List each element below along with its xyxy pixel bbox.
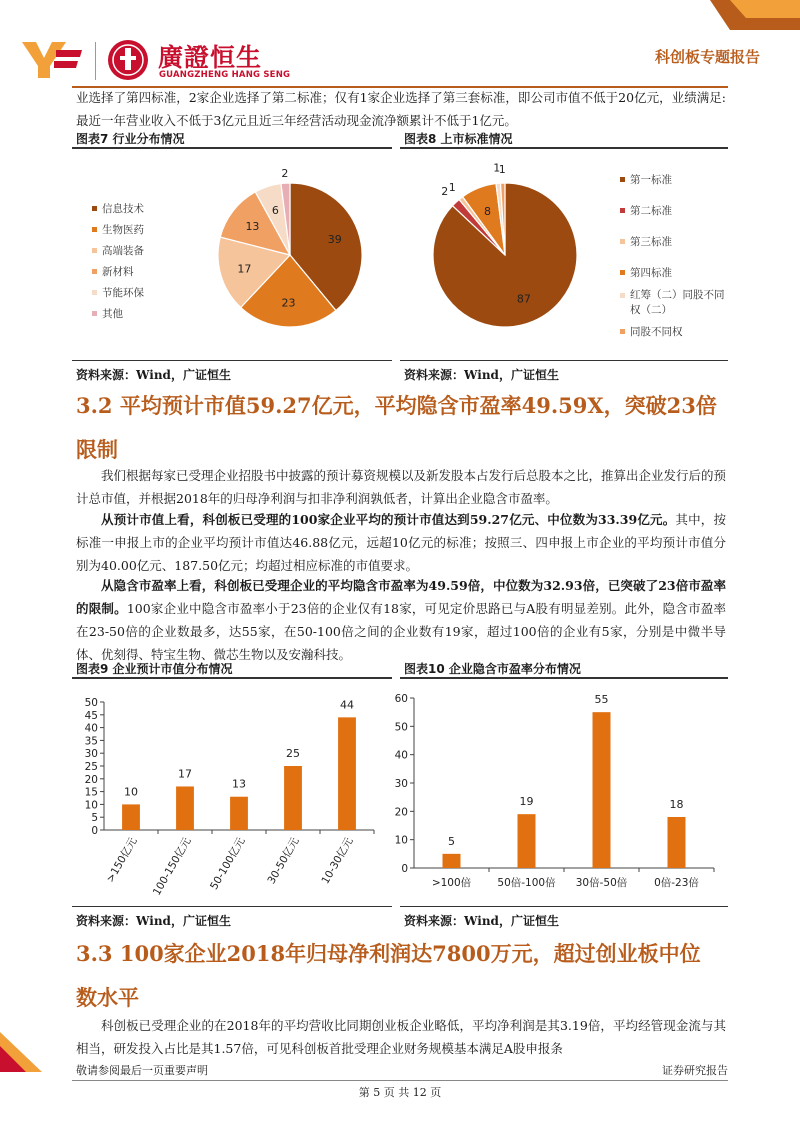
bar-data-label: 55 (594, 693, 609, 707)
fig7-bottom-rule (72, 360, 392, 361)
section-3-2-paragraph-2 (76, 508, 726, 577)
section-3-3-title-line2: 数水平 (76, 985, 139, 1010)
bar (668, 817, 686, 868)
corner-decoration-bottom-left (0, 1032, 42, 1072)
fig7-legend-item: 新材料 (92, 261, 202, 282)
legend-swatch (620, 208, 625, 213)
bar (593, 712, 611, 868)
fig7-legend-item: 高端装备 (92, 240, 202, 261)
fig9-title: 图表9 企业预计市值分布情况 (76, 662, 233, 676)
bar (284, 766, 302, 830)
y-tick-label: 5 (91, 812, 98, 825)
fig8-legend-item: 红筹（二）同股不同权（二） (620, 288, 730, 322)
bar (230, 797, 248, 830)
legend-swatch (620, 239, 625, 244)
y-tick-label: 30 (394, 778, 408, 790)
paragraph-emphasis: 从预计市值上看，科创板已受理的100家企业平均的预计市值达到59.27亿元、中位数为33.39亿元。 (101, 512, 676, 527)
x-category-label: 50倍-100倍 (497, 877, 556, 889)
fig8-source: 资料来源：Wind，广证恒生 (404, 368, 559, 382)
x-category-label: 30-50亿元 (265, 835, 302, 887)
y-tick-label: 35 (84, 735, 98, 748)
brand-name-en: GUANGZHENG HANG SENG (159, 70, 291, 80)
pie-data-label: 39 (327, 232, 342, 246)
section-3-2-title (76, 384, 736, 472)
fig8-legend-item: 第二标准 (620, 195, 730, 226)
bar (443, 854, 461, 868)
pie-data-label: 1 (498, 163, 506, 177)
y-tick-label: 45 (84, 709, 98, 722)
y-tick-label: 50 (84, 697, 98, 709)
y-tick-label: 25 (84, 761, 98, 773)
fig8-pie-chart (420, 160, 600, 340)
pie-data-label: 2 (281, 167, 289, 181)
section-3-2-title-line2: 限制 (76, 437, 118, 462)
bar-data-label: 13 (232, 777, 246, 791)
x-category-label: >150亿元 (104, 835, 140, 885)
fig10-bar-chart (394, 682, 728, 904)
paragraph-text: 100家企业中隐含市盈率小于23倍的企业仅有18家，可见定价思路已与A股有明显差别。此外，隐含市盈率在23-50倍的企业数最多，达55家，在50-100倍之间的企业数有19家，超过100倍的企业有5家，分别是中微半导体、优刻得、特宝生物、微芯生物以及安瀚科技。 (76, 601, 726, 662)
paragraph-emphasis: 从隐含市盈率上看，科创板已受理企业的平均隐含市盈率为49.59倍，中位数为32.93倍，已突破了23倍市盈率的限制。 (76, 578, 726, 616)
intro-paragraph: 业选择了第四标准，2家企业选择了第二标准；仅有1家企业选择了第三套标准，即公司市值不低于20亿元，业绩满足:最近一年营业收入不低于3亿元且近三年经营活动现金流净额累计不低于1亿元。 (76, 90, 726, 128)
fig7-legend-item: 节能环保 (92, 282, 202, 303)
legend-swatch (620, 293, 625, 298)
brand-name-cn: 廣證恒生 (158, 43, 263, 72)
y-tick-label: 15 (84, 786, 98, 799)
section-3-2-paragraph-3 (76, 574, 726, 666)
fig7-legend (92, 198, 202, 324)
pie-data-label: 1 (493, 161, 501, 175)
legend-swatch (92, 227, 97, 232)
x-category-label: 0倍-23倍 (654, 877, 699, 889)
company-seal-icon (106, 38, 150, 82)
pie-data-label: 87 (516, 292, 531, 306)
fig10-bottom-rule (400, 906, 728, 907)
legend-swatch (620, 270, 625, 275)
fig8-top-rule (400, 147, 728, 149)
pie-data-label: 2 (441, 184, 449, 198)
fig10-source: 资料来源：Wind，广证恒生 (404, 914, 559, 928)
footer-disclaimer: 敬请参阅最后一页重要声明 (76, 1064, 208, 1077)
bar-data-label: 44 (340, 698, 354, 712)
fig8-legend-item: 第四标准 (620, 257, 730, 288)
fig8-legend (620, 164, 730, 340)
x-category-label: 10-30亿元 (319, 835, 356, 887)
legend-swatch (92, 206, 97, 211)
corner-decoration-top-right (710, 0, 800, 30)
logo-divider (95, 42, 96, 80)
section-3-3-title-line1: 3.3 100家企业2018年归母净利润达7800万元，超过创业板中位 (76, 941, 701, 966)
paragraph-text: 其中，按标准一申报上市的企业平均预计市值达46.88亿元，远超10亿元的标准；按照三、四申报上市企业的平均预计市值分别为40.00亿元、187.50亿元；均超过相应标准的市值要求。 (76, 512, 726, 573)
fig8-legend-item: 同股不同权 (620, 322, 730, 340)
report-type-tag: 科创板专题报告 (654, 48, 760, 66)
fig9-bottom-rule (72, 906, 392, 907)
bar-data-label: 10 (124, 785, 138, 799)
fig7-title: 图表7 行业分布情况 (76, 132, 185, 146)
bar (176, 786, 194, 830)
bar-data-label: 17 (178, 767, 192, 781)
fig10-title: 图表10 企业隐含市盈率分布情况 (404, 662, 581, 676)
x-category-label: 100-150亿元 (150, 835, 194, 898)
legend-swatch (92, 290, 97, 295)
footer-report-type: 证券研究报告 (662, 1064, 728, 1077)
y-tick-label: 60 (394, 693, 408, 705)
fig7-legend-item: 生物医药 (92, 219, 202, 240)
pie-data-label: 6 (271, 203, 279, 217)
bar-data-label: 18 (669, 798, 684, 811)
section-3-3-title (76, 932, 736, 1020)
fig8-legend-item: 第三标准 (620, 226, 730, 257)
legend-swatch (620, 329, 625, 334)
section-3-2-title-line1: 3.2 平均预计市值59.27亿元，平均隐含市盈率49.59X，突破23倍 (76, 393, 717, 418)
fig7-source: 资料来源：Wind，广证恒生 (76, 368, 231, 382)
bar (518, 814, 536, 868)
legend-swatch (92, 248, 97, 253)
y-tick-label: 0 (401, 863, 408, 875)
section-3-2-paragraph-1: 我们根据每家已受理企业招股书中披露的预计募资规模以及新发股本占发行后总股本之比，推算出企业发行后的预计总市值，并根据2018年的归母净利润与扣非净利润孰低者，计算出企业隐含市盈率。 (76, 468, 727, 506)
fig8-bottom-rule (400, 360, 728, 361)
bar (338, 717, 356, 830)
footer-rule (72, 1080, 728, 1081)
pie-data-label: 8 (484, 204, 492, 218)
x-category-label: 30倍-50倍 (575, 877, 628, 889)
y-tick-label: 50 (394, 721, 408, 734)
y-tick-label: 30 (84, 748, 98, 761)
x-category-label: >100倍 (431, 877, 472, 889)
y-tick-label: 10 (84, 799, 98, 812)
yf-logo-icon (22, 40, 82, 80)
legend-swatch (620, 177, 625, 182)
pie-data-label: 17 (237, 262, 252, 276)
section-3-3-paragraph-1: 科创板已受理企业的在2018年的平均营收比同期创业板企业略低，平均净利润是其3.19倍，平均经管现金流与其相当，研发投入占比是其1.57倍，可见科创板首批受理企业财务规模基本满足A股申报条 (76, 1018, 726, 1056)
fig7-pie-chart (190, 160, 390, 340)
bar-data-label: 25 (286, 747, 300, 760)
y-tick-label: 20 (84, 773, 98, 786)
fig9-source: 资料来源：Wind，广证恒生 (76, 914, 231, 928)
x-category-label: 50-100亿元 (208, 835, 248, 892)
fig9-top-rule (72, 677, 392, 679)
bar-data-label: 5 (448, 834, 455, 848)
bar-data-label: 19 (519, 795, 534, 809)
y-tick-label: 40 (394, 749, 408, 762)
fig7-top-rule (72, 147, 392, 149)
fig8-legend-item: 第一标准 (620, 164, 730, 195)
fig7-legend-item: 其他 (92, 303, 202, 324)
legend-swatch (92, 269, 97, 274)
y-tick-label: 10 (394, 834, 408, 847)
bar (122, 804, 140, 830)
fig9-bar-chart (72, 682, 392, 904)
pie-data-label: 1 (448, 181, 456, 195)
fig7-legend-item: 信息技术 (92, 198, 202, 219)
fig8-title: 图表8 上市标准情况 (404, 132, 513, 146)
fig10-top-rule (400, 677, 728, 679)
page-number: 第 5 页 共 12 页 (358, 1086, 442, 1099)
y-tick-label: 20 (394, 806, 408, 819)
y-tick-label: 40 (84, 722, 98, 735)
legend-swatch (92, 311, 97, 316)
pie-data-label: 23 (281, 296, 296, 310)
y-tick-label: 0 (91, 825, 98, 837)
pie-data-label: 13 (245, 219, 260, 233)
